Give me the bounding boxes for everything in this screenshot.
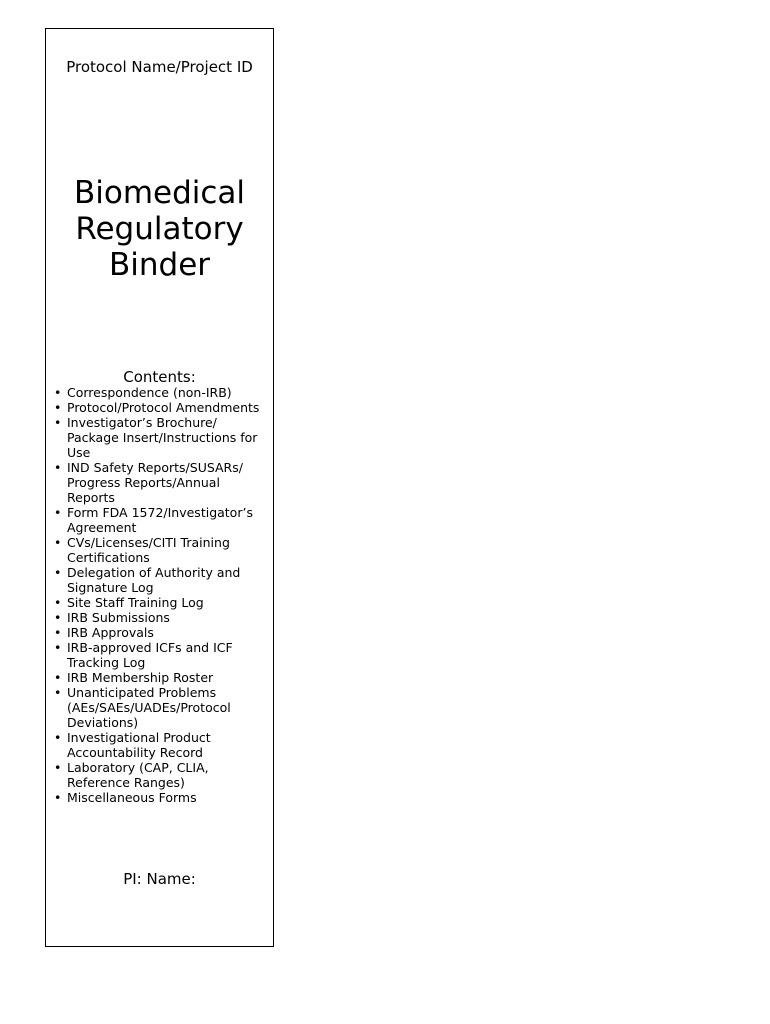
list-item: • Correspondence (non-IRB) — [46, 385, 273, 400]
list-item: • CVs/Licenses/CITI Training Certifications — [46, 535, 273, 565]
list-item: • IRB-approved ICFs and ICF Tracking Log — [46, 640, 273, 670]
pi-name-label: PI: Name: — [123, 870, 196, 888]
list-item: • Site Staff Training Log — [46, 595, 273, 610]
binder-spine-label — [45, 28, 274, 947]
list-item: • Unanticipated Problems (AEs/SAEs/UADEs/Protocol Deviations) — [46, 685, 273, 730]
list-item: • Laboratory (CAP, CLIA, Reference Ranges) — [46, 760, 273, 790]
list-item: • IRB Approvals — [46, 625, 273, 640]
list-item: • Investigator’s Brochure/ Package Insert/Instructions for Use — [46, 415, 273, 460]
list-item: • Form FDA 1572/Investigator’s Agreement — [46, 505, 273, 535]
list-item: • Investigational Product Accountability Record — [46, 730, 273, 760]
list-item: • Protocol/Protocol Amendments — [46, 400, 273, 415]
project-id-label: Protocol Name/Project ID — [66, 58, 253, 76]
list-item: • Delegation of Authority and Signature Log — [46, 565, 273, 595]
binder-title-line: Regulatory — [75, 211, 244, 247]
binder-title-line: Biomedical — [73, 175, 246, 211]
contents-heading: Contents: — [123, 368, 196, 386]
binder-title — [46, 175, 273, 283]
contents-list — [46, 385, 273, 805]
binder-title-line: Binder — [108, 247, 211, 283]
list-item: • IND Safety Reports/SUSARs/ Progress Reports/Annual Reports — [46, 460, 273, 505]
list-item: • IRB Submissions — [46, 610, 273, 625]
list-item: • Miscellaneous Forms — [46, 790, 273, 805]
list-item: • IRB Membership Roster — [46, 670, 273, 685]
